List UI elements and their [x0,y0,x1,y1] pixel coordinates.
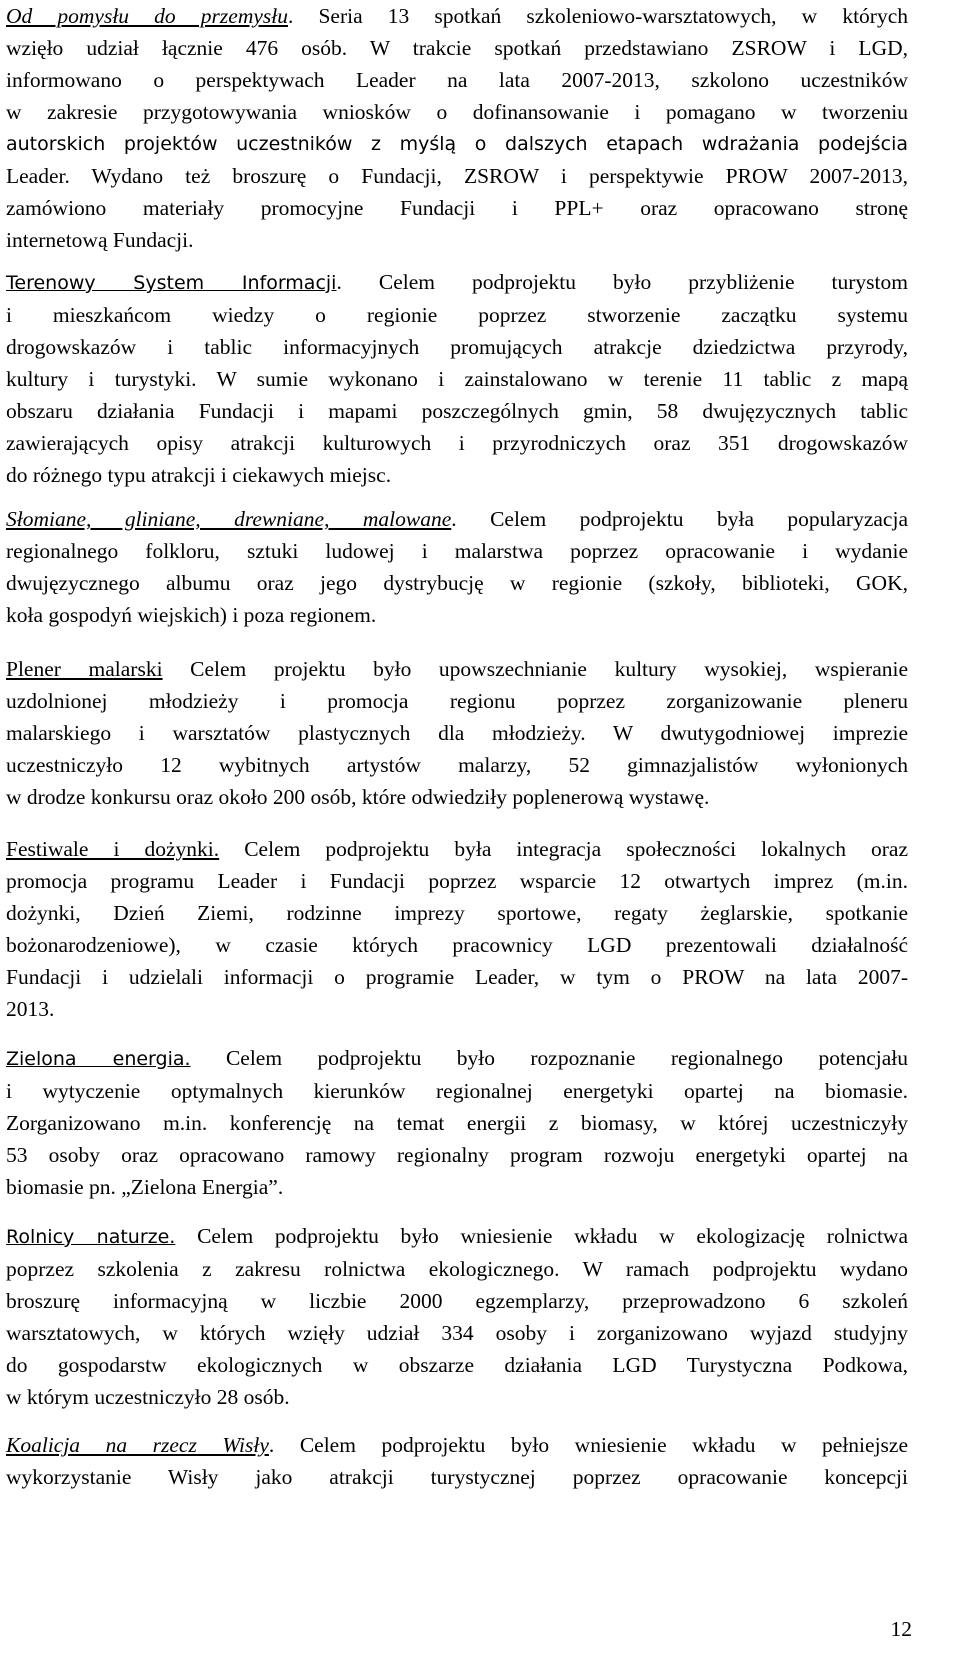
text-line: warsztatowych, w których wzięły udział 334 osoby i zorganizowano wyjazd studyjny [6,1321,908,1345]
text-line: bożonarodzeniowe), w czasie których pracownicy LGD prezentowali działalność [6,933,908,957]
section-title: Festiwale i dożynki. [6,837,220,861]
text-line: w którym uczestniczyło 28 osób. [6,1385,290,1409]
text-line: obszaru działania Fundacji i mapami poszczególnych gmin, 58 dwujęzycznych tablic [6,399,908,423]
text-line: wykorzystanie Wisły jako atrakcji turystycznej poprzez opracowanie koncepcji [6,1465,908,1489]
text-line: i mieszkańcom wiedzy o regionie poprzez stworzenie zaczątku systemu [6,303,908,327]
text-line: wzięło udział łącznie 476 osób. W trakcie spotkań przedstawiano ZSROW i LGD, [6,36,908,60]
text-line: w drodze konkursu oraz około 200 osób, które odwiedziły poplenerową wystawę. [6,785,710,809]
text-line: i wytyczenie optymalnych kierunków regionalnej energetyki opartej na biomasie. [6,1079,908,1103]
section-title: Od pomysłu do przemysłu [6,4,288,28]
text-line: Koalicja na rzecz Wisły. Celem podprojektu było wniesienie wkładu w pełniejsze [6,1433,908,1457]
text-line: zawierających opisy atrakcji kulturowych i przyrodniczych oraz 351 drogowskazów [6,431,908,455]
section-title: Rolnicy naturze. [6,1226,176,1248]
text-line: drogowskazów i tablic informacyjnych promujących atrakcje dziedzictwa przyrody, [6,335,908,359]
text-line: uzdolnionej młodzieży i promocja regionu poprzez zorganizowanie pleneru [6,689,908,713]
text-line: malarskiego i warsztatów plastycznych dla młodzieży. W dwutygodniowej imprezie [6,721,908,745]
paragraph-slomiane [6,503,908,631]
page-number: 12 [890,1617,912,1641]
text-line: kultury i turystyki. W sumie wykonano i zainstalowano w terenie 11 tablic z mapą [6,367,908,391]
text-line: do gospodarstw ekologicznych w obszarze działania LGD Turystyczna Podkowa, [6,1353,908,1377]
section-title: Plener malarski [6,657,163,681]
text-line: Zorganizowano m.in. konferencję na temat energii z biomasy, w której uczestniczyły [6,1111,908,1135]
text-line: Terenowy System Informacji. Celem podprojektu było przybliżenie turystom [6,270,908,294]
text-line: promocja programu Leader i Fundacji poprzez wsparcie 12 otwartych imprez (m.in. [6,869,908,893]
text-line: Rolnicy naturze. Celem podprojektu było wniesienie wkładu w ekologizację rolnictwa [6,1224,908,1248]
text-line: dożynki, Dzień Ziemi, rodzinne imprezy sportowe, regaty żeglarskie, spotkanie [6,901,908,925]
paragraph-terenowy-system [6,266,908,491]
text-line: internetową Fundacji. [6,228,194,252]
text-line: Zielona energia. Celem podprojektu było rozpoznanie regionalnego potencjału [6,1046,908,1070]
text-line: autorskich projektów uczestników z myślą o dalszych etapach wdrażania podejścia [6,133,908,155]
text-line: dwujęzycznego albumu oraz jego dystrybucję w regionie (szkoły, biblioteki, GOK, [6,571,908,595]
text-line: do różnego typu atrakcji i ciekawych miejsc. [6,463,392,487]
text-line: Leader. Wydano też broszurę o Fundacji, ZSROW i perspektywie PROW 2007-2013, [6,164,908,188]
paragraph-rolnicy-naturze [6,1220,908,1413]
text-line: 53 osoby oraz opracowano ramowy regionalny program rozwoju energetyki opartej na [6,1143,908,1167]
text-line: koła gospodyń wiejskich) i poza regionem. [6,603,377,627]
text-line: 2013. [6,997,55,1021]
paragraph-festiwale [6,833,908,1025]
text-line: uczestniczyło 12 wybitnych artystów malarzy, 52 gimnazjalistów wyłonionych [6,753,908,777]
paragraph-zielona-energia [6,1042,908,1203]
text-line: regionalnego folkloru, sztuki ludowej i malarstwa poprzez opracowanie i wydanie [6,539,908,563]
text-line: Fundacji i udzielali informacji o programie Leader, w tym o PROW na lata 2007- [6,965,908,989]
text-line: Plener malarski Celem projektu było upowszechnianie kultury wysokiej, wspieranie [6,657,908,681]
text-line: Słomiane, gliniane, drewniane, malowane. Celem podprojektu była popularyzacja [6,507,908,531]
text-line: Od pomysłu do przemysłu. Seria 13 spotkań szkoleniowo-warsztatowych, w których [6,4,908,28]
section-title: Słomiane, gliniane, drewniane, malowane [6,507,452,531]
text-line: biomasie pn. „Zielona Energia”. [6,1175,284,1199]
paragraph-koalicja [6,1429,908,1493]
text-line: poprzez szkolenia z zakresu rolnictwa ekologicznego. W ramach podprojektu wydano [6,1257,908,1281]
section-title: Zielona energia. [6,1048,191,1070]
text-line: w zakresie przygotowywania wniosków o dofinansowanie i pomagano w tworzeniu [6,100,908,124]
text-line: informowano o perspektywach Leader na lata 2007-2013, szkolono uczestników [6,68,908,92]
text-line: Festiwale i dożynki. Celem podprojektu była integracja społeczności lokalnych oraz [6,837,908,861]
section-title: Terenowy System Informacji [6,272,337,294]
section-title: Koalicja na rzecz Wisły [6,1433,269,1457]
text-line: zamówiono materiały promocyjne Fundacji i PPL+ oraz opracowano stronę [6,196,908,220]
text-line: broszurę informacyjną w liczbie 2000 egzemplarzy, przeprowadzono 6 szkoleń [6,1289,908,1313]
paragraph-plener-malarski [6,653,908,813]
paragraph-od-pomyslu [6,0,908,256]
